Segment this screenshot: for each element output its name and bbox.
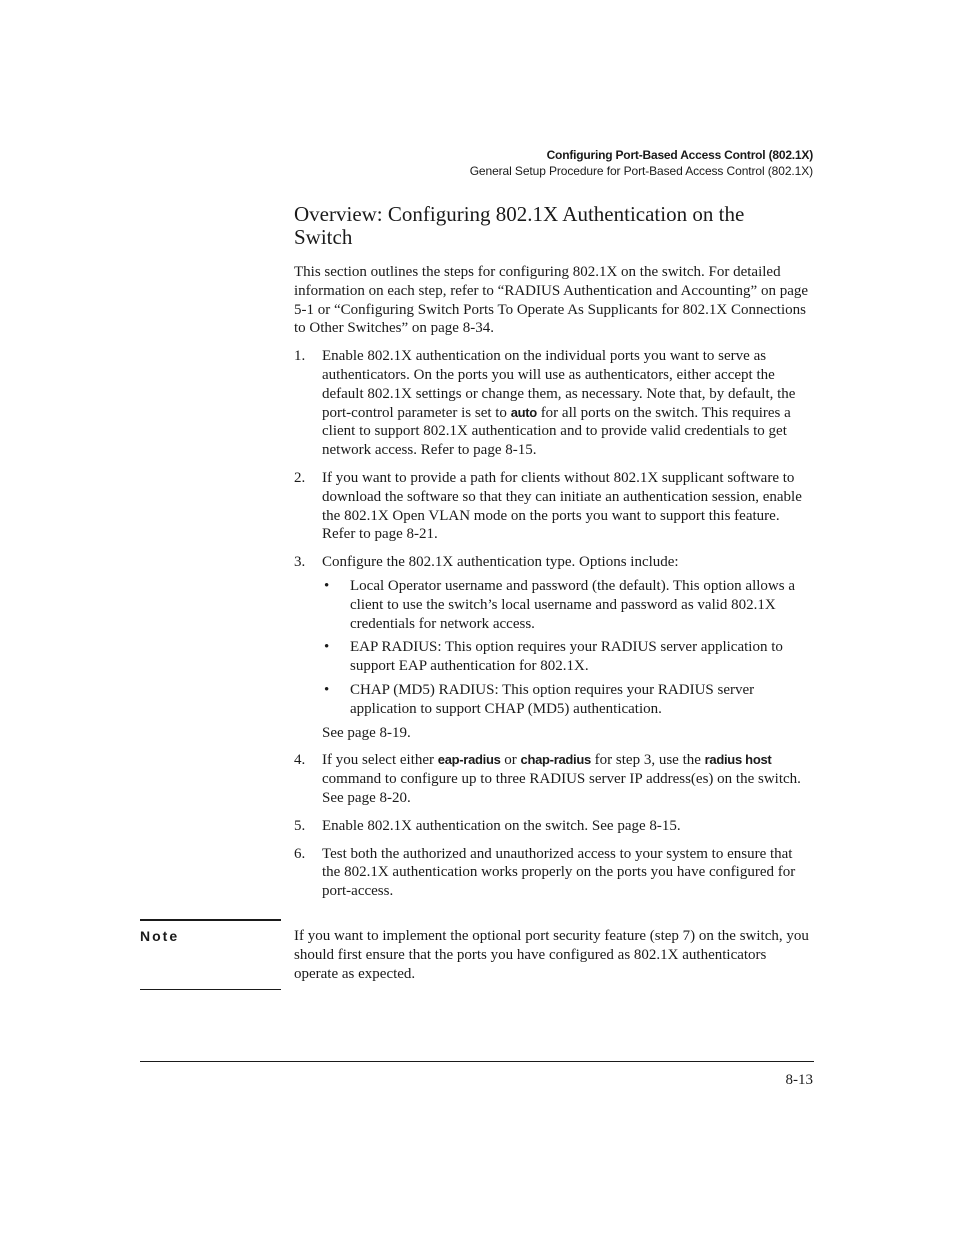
list-item (322, 638, 814, 676)
step-number: 3. (294, 554, 306, 571)
chapter-title: Configuring Port-Based Access Control (802.1X) (546, 148, 813, 162)
step-text: or (500, 752, 521, 769)
list-item (294, 347, 814, 460)
page-number: 8-13 (785, 1072, 813, 1088)
main-content (294, 203, 814, 910)
note-rule-top (140, 919, 281, 921)
keyword-chap-radius: chap-radius (520, 752, 591, 768)
bullet-text: CHAP (MD5) RADIUS: This option requires your RADIUS server application to support CHAP (MD5) authentication. (350, 681, 755, 717)
step-text: If you select either (322, 752, 438, 769)
keyword-auto: auto (510, 404, 537, 420)
list-item (294, 469, 814, 544)
intro-paragraph: This section outlines the steps for configuring 802.1X on the switch. For detailed information on each step, refer to “RADIUS Authentication and Accounting” on page 5-1 or “Configuring Switch Ports To Operate As Supplicants for 802.1X Connections to Other Switches” on page 8-34. (294, 264, 809, 337)
step-number: 1. (294, 348, 306, 365)
step-text: Enable 802.1X authentication on the switch. See page 8-15. (322, 817, 681, 834)
step-number: 5. (294, 817, 306, 834)
options-list (322, 577, 814, 719)
see-page-reference: See page 8-19. (322, 724, 411, 741)
step-text: for all ports on the switch. This requires a client to support 802.1X authentication and to provide valid credentials to get network access. Refer to page 8-15. (322, 404, 791, 459)
step-text: command to configure up to three RADIUS server IP address(es) on the switch. See page 8-20. (322, 771, 801, 806)
footer-rule (140, 1061, 814, 1062)
note-text: If you want to implement the optional port security feature (step 7) on the switch, you should first ensure that the ports you have configured as 802.1X authenticators operate as expected. (294, 928, 809, 982)
step-number: 4. (294, 752, 306, 769)
bullet-icon: • (324, 577, 330, 594)
section-title: General Setup Procedure for Port-Based Access Control (802.1X) (469, 164, 813, 178)
list-item (322, 577, 814, 633)
note-rule-bottom (140, 989, 281, 990)
step-text: Enable 802.1X authentication on the individual ports you want to serve as authenticators. On the ports you will use as authenticators, either accept the default 802.1X settings or change them, as necessary. Note that, by default, the port-control parameter is set to (322, 348, 796, 421)
page-title: Overview: Configuring 802.1X Authentication on the Switch (294, 202, 745, 249)
keyword-eap-radius: eap-radius (437, 752, 501, 768)
list-item (294, 817, 814, 836)
bullet-text: EAP RADIUS: This option requires your RADIUS server application to support EAP authentication for 802.1X. (350, 639, 783, 675)
step-text: Test both the authorized and unauthorized access to your system to ensure that the 802.1X authentication works properly on the ports you have configured for port-access. (322, 845, 796, 900)
bullet-icon: • (324, 681, 330, 698)
bullet-icon: • (324, 639, 330, 656)
step-text: Configure the 802.1X authentication type. Options include: (322, 554, 679, 571)
list-item (294, 751, 814, 807)
list-item (294, 845, 814, 901)
step-text: If you want to provide a path for clients without 802.1X supplicant software to download the software so that they can initiate an authentication session, enable the 802.1X Open VLAN mode on the ports you want to support this feature. Refer to page 8-21. (322, 469, 802, 543)
step-text: for step 3, use the (590, 752, 705, 769)
list-item (322, 681, 814, 719)
bullet-text: Local Operator username and password (the default). This option allows a client to use the switch’s local username and password as valid 802.1X credentials for network access. (350, 577, 796, 632)
note-label: Note (140, 928, 180, 944)
list-item (294, 553, 814, 742)
running-header (470, 147, 813, 179)
step-number: 6. (294, 845, 306, 862)
step-number: 2. (294, 469, 306, 486)
keyword-radius-host: radius host (704, 752, 772, 768)
steps-list (294, 347, 814, 901)
